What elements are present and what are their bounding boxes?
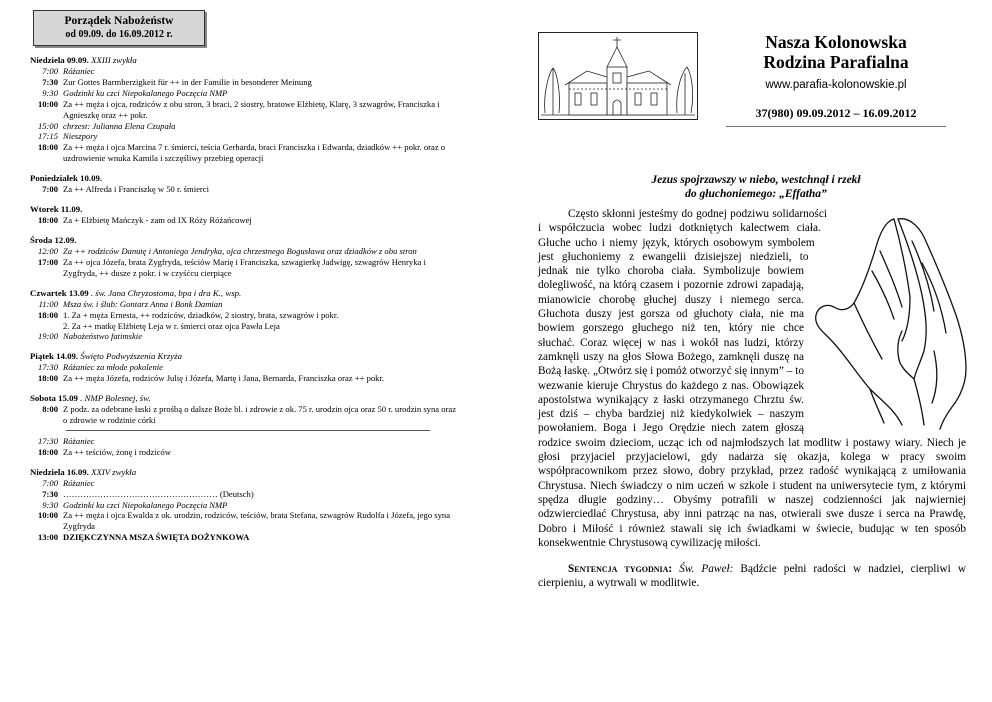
schedule-entry xyxy=(30,184,462,195)
day-heading xyxy=(30,467,462,478)
entry-time: 17:15 xyxy=(37,131,58,142)
entry-time: 13:00 xyxy=(37,532,58,543)
schedule-entry xyxy=(30,404,462,426)
day-name: Czwartek 13.09 xyxy=(30,287,89,298)
entry-time: 17:30 xyxy=(37,435,58,446)
schedule-day xyxy=(30,393,462,458)
schedule-entry xyxy=(30,362,462,373)
entry-intention: Za ++ Alfreda i Franciszkę w 50 r. śmierci xyxy=(63,184,209,195)
church-illustration xyxy=(538,32,698,120)
schedule-day xyxy=(30,55,462,164)
schedule-day xyxy=(30,288,462,343)
entry-time xyxy=(30,321,63,332)
schedule-date-range: od 09.09. do 16.09.2012 r. xyxy=(65,29,173,40)
entry-time: 10:00 xyxy=(37,98,58,109)
entry-time: 18:00 xyxy=(37,309,58,320)
sentence-text: Bądźcie pełni radości w nadziei, cierpliwi w cierpieniu, a wytrwali w modlitwie. xyxy=(538,563,966,590)
entry-intention: Za ++ ojca Józefa, brata Zygfryda, teściów Marię i Franciszka, szwagierkę Jadwigę, szwagrów Henryka i Zygfryda, ++ dusze z pokr. i w czyśćcu cierpiące xyxy=(63,256,426,278)
schedule-day xyxy=(30,204,462,226)
entry-time: 18:00 xyxy=(37,215,58,226)
schedule-entry xyxy=(30,447,462,458)
day-name: Niedziela 09.09. xyxy=(30,55,89,65)
schedule-days xyxy=(30,55,462,543)
entry-intention: Zur Gottes Barmherzigkeit für ++ in der Familie in besonderer Meinung xyxy=(63,76,312,87)
article-title-line-1: Jezus spojrzawszy w niebo, westchnął i rzekł xyxy=(651,174,861,186)
day-heading xyxy=(30,288,462,299)
entry-intention: 1. Za + męża Ernesta, ++ rodziców, dziadków, 2 siostry, brata, szwagrów i pokr. xyxy=(63,309,339,320)
article-title-line-2: do głuchoniemego: „Effatha” xyxy=(685,188,827,200)
day-feast: XXIV zwykła xyxy=(91,466,137,477)
schedule-entry xyxy=(30,99,462,121)
entry-intention: Godzinki ku czci Niepokalanego Poczęcia NMP xyxy=(63,499,228,510)
newsletter-title-line-2: Rodzina Parafialna xyxy=(763,52,909,72)
entry-intention: Różaniec xyxy=(63,435,95,446)
parish-website: www.parafia-kolonowskie.pl xyxy=(765,79,907,91)
day-name: Wtorek 11.09. xyxy=(30,204,83,215)
schedule-entry xyxy=(30,500,462,511)
schedule-entry xyxy=(30,66,462,77)
entry-intention: Różaniec xyxy=(63,66,95,76)
newsletter-title-block xyxy=(706,32,966,127)
day-feast: . NMP Bolesnej, św. xyxy=(80,393,151,404)
schedule-entry xyxy=(30,131,462,142)
schedule-entry xyxy=(30,478,462,489)
day-heading xyxy=(30,55,462,66)
sentence-of-week xyxy=(538,562,966,591)
entry-time: 7:00 xyxy=(42,184,58,195)
entry-time: 15:00 xyxy=(37,120,58,131)
schedule-entry xyxy=(30,532,462,543)
entry-intention: Różaniec za młode pokolenie xyxy=(63,362,163,373)
entry-intention: Za + Elżbietę Mańczyk - zam od IX Róży Różańcowej xyxy=(63,215,252,226)
day-name: Środa 12.09. xyxy=(30,234,77,245)
church-icon xyxy=(539,33,697,119)
schedule-day xyxy=(30,235,462,279)
entry-time: 7:30 xyxy=(42,488,58,499)
schedule-entry xyxy=(30,373,462,384)
newsletter-title-line-1: Nasza Kolonowska xyxy=(765,32,907,52)
entry-time: 19:00 xyxy=(37,331,58,342)
entry-intention: Za ++ męża Józefa, rodziców Julię i Józefa, Martę i Jana, Bernarda, Franciszka oraz ++ pokr. xyxy=(63,373,384,384)
entry-time: 18:00 xyxy=(37,446,58,457)
schedule-entry xyxy=(30,510,462,532)
day-heading xyxy=(30,393,462,404)
entry-time: 7:00 xyxy=(42,477,58,488)
entry-time: 17:30 xyxy=(37,362,58,373)
entry-time: 17:00 xyxy=(37,256,58,267)
article-title xyxy=(546,173,966,201)
article-paragraph: Często skłonni jesteśmy do godnej podziwu solidarności i współczucia wobec ludzi dotkniętych kalectwem ciała. Głuche ucho i niemy język, których osobowym symbolem jest głuchoniemy z ewangelii dzisiejszej niedzieli, to jednak nie tylko choroba ciała. Symbolizuje bowiem dolegliwość, na którą czasem i pozornie zdrowi zapadają, mianowicie chorobę głuchej duszy i niemego serca. Głuchota duszy jest gorsza od głuchoty ciała, nie ma bowiem gorszego głuchego niż ten, który nie chce słuchać. Coraz więcej w nas i wokół nas ludzi, którzy zamknęli uszy na głos Słowa Bożego, zamknęli duszę na Bożą łaskę. „Otwórz się i pomóż otworzyć się innym” – to wezwanie kieruje Chrystus do każdego z nas. Obowiązek apostolstwa wynikający z łaski otrzymanego Chrztu św. jest dziś – chyba bardziej niż kiedykolwiek – naszym powołaniem. Boga i Jego Orędzie niech zatem głoszą rodzice swoim dzieciom, ucząc ich od najmłodszych lat modlitw i postawy wiary. Niech je głosi przyjaciel przyjacielowi, gdy nadarza się okazja, kolega w pracy swoim współpracownikom przez słowo, dobry przykład, przez radość wynikającą z umiłowania Chrystusa. Niech świadczy o nim uczeń w szkole i student na uniwersytecie tym, z którymi spędza długie godziny… Obyśmy potrafili w naszej codzienności jak najwierniej odzwierciedlać Chrystusa, aby inni patrząc na nas, otwierali swe dusze i serca na Prawdę, Dobro i Miłość i również stawali się ich świadkami w świecie, budując w ten sposób konsekwentnie Chrystusową cywilizację miłości. xyxy=(538,208,966,549)
entry-intention: Różaniec xyxy=(63,477,95,488)
schedule-page xyxy=(30,10,462,552)
entry-intention: Z podz. za odebrane łaski z prośbą o dalsze Boże bl. i zdrowie z ok. 75 r. urodzin ojca oraz 50 r. urodzin syna oraz o zdrowie w rodzinie córki xyxy=(63,404,457,426)
schedule-entry xyxy=(30,142,462,164)
schedule-entry xyxy=(30,257,462,279)
entry-intention: Za ++ rodziców Danutę i Antoniego Jendryka, ojca chrzestnego Bogusława oraz dziadków z obu stron xyxy=(63,245,417,256)
day-heading xyxy=(30,235,462,246)
entry-time: 18:00 xyxy=(37,142,58,153)
entry-time: 11:00 xyxy=(38,298,58,309)
newsletter-header xyxy=(538,10,966,138)
schedule-entry xyxy=(30,436,462,447)
schedule-entry xyxy=(30,310,462,321)
sentence-author: Św. Paweł: xyxy=(679,563,734,576)
schedule-entry xyxy=(30,215,462,226)
entry-time: 10:00 xyxy=(37,510,58,521)
day-heading xyxy=(30,173,462,184)
day-feast: . św. Jana Chryzostoma, bpa i dra K., wsp. xyxy=(90,287,242,298)
header-divider xyxy=(726,126,946,127)
day-name: Piątek 14.09. xyxy=(30,351,79,362)
entry-intention: Nabożeństwo fatimskie xyxy=(63,331,143,342)
entry-intention: 2. Za ++ matkę Elżbietę Leja w r. śmierci oraz ojca Pawła Leja xyxy=(63,320,280,331)
entry-intention: Msza św. i ślub: Gontarz Anna i Bonk Damian xyxy=(63,298,223,309)
entry-intention: ……………………………………………… (Deutsch) xyxy=(63,488,254,499)
praying-hands-icon xyxy=(810,211,970,433)
entry-time: 7:00 xyxy=(42,66,58,76)
schedule-entry xyxy=(30,246,462,257)
day-feast: Święto Podwyższenia Krzyża xyxy=(80,351,182,362)
entry-intention: Za ++ teściów, żonę i rodziców xyxy=(63,446,171,457)
schedule-day xyxy=(30,351,462,384)
article-body xyxy=(538,207,966,550)
entry-intention: Godzinki ku czci Niepokalanego Poczęcia NMP xyxy=(63,87,228,98)
entry-time: 18:00 xyxy=(37,373,58,384)
entry-intention: Za ++ męża i ojca Marcina 7 r. śmierci, teścia Gerharda, braci Franciszka i Edwarda, dziadków ++ pokr. oraz o uzdrowienie wnuka Kamila i szczęśliwy przebieg operacji xyxy=(63,142,446,164)
schedule-entry xyxy=(30,88,462,99)
sentence-label: Sentencja tygodnia: xyxy=(568,563,673,576)
schedule-day xyxy=(30,467,462,543)
day-heading xyxy=(30,351,462,362)
entry-time: 9:30 xyxy=(42,499,58,510)
day-name: Sobota 15.09 xyxy=(30,393,78,404)
schedule-entry xyxy=(30,299,462,310)
day-heading xyxy=(30,204,462,215)
entry-intention: Za ++ męża i ojca, rodziców z obu stron, 3 braci, 2 siostry, bratowe Elżbietę, Klarę, 3 szwagrów, Franciszka i Agnieszkę oraz ++ pokr. xyxy=(63,98,440,120)
day-name: Poniedziałek 10.09. xyxy=(30,173,103,184)
schedule-entry xyxy=(30,77,462,88)
praying-hands-illustration xyxy=(810,211,970,433)
day-feast: XXIII zwykła xyxy=(91,55,137,65)
entry-time: 7:30 xyxy=(42,76,58,87)
schedule-entry xyxy=(30,121,462,132)
schedule-entry xyxy=(30,321,462,332)
schedule-entry xyxy=(30,331,462,342)
entry-time: 8:00 xyxy=(42,404,58,415)
entry-intention: DZIĘKCZYNNA MSZA ŚWIĘTA DOŻYNKOWA xyxy=(63,532,250,543)
newsletter-page xyxy=(538,10,966,591)
schedule-day xyxy=(30,173,462,195)
schedule-title: Porządek Nabożeństw xyxy=(64,15,174,27)
day-name: Niedziela 16.09. xyxy=(30,466,89,477)
entry-intention: Nieszpory xyxy=(63,131,98,142)
divider xyxy=(66,430,430,431)
entry-time: 9:30 xyxy=(42,87,58,98)
schedule-entry xyxy=(30,489,462,500)
entry-intention: Za ++ męża i ojca Ewalda z ok. urodzin, rodziców, teściów, brata Stefana, szwagrów Rudolfa i Józefa, jego syna Zygfryda xyxy=(63,510,451,532)
entry-intention: chrzest: Julianna Elena Czupała xyxy=(63,120,176,131)
issue-number: 37(980) 09.09.2012 – 16.09.2012 xyxy=(755,106,917,120)
schedule-title-box xyxy=(33,10,205,46)
entry-time: 12:00 xyxy=(37,245,58,256)
